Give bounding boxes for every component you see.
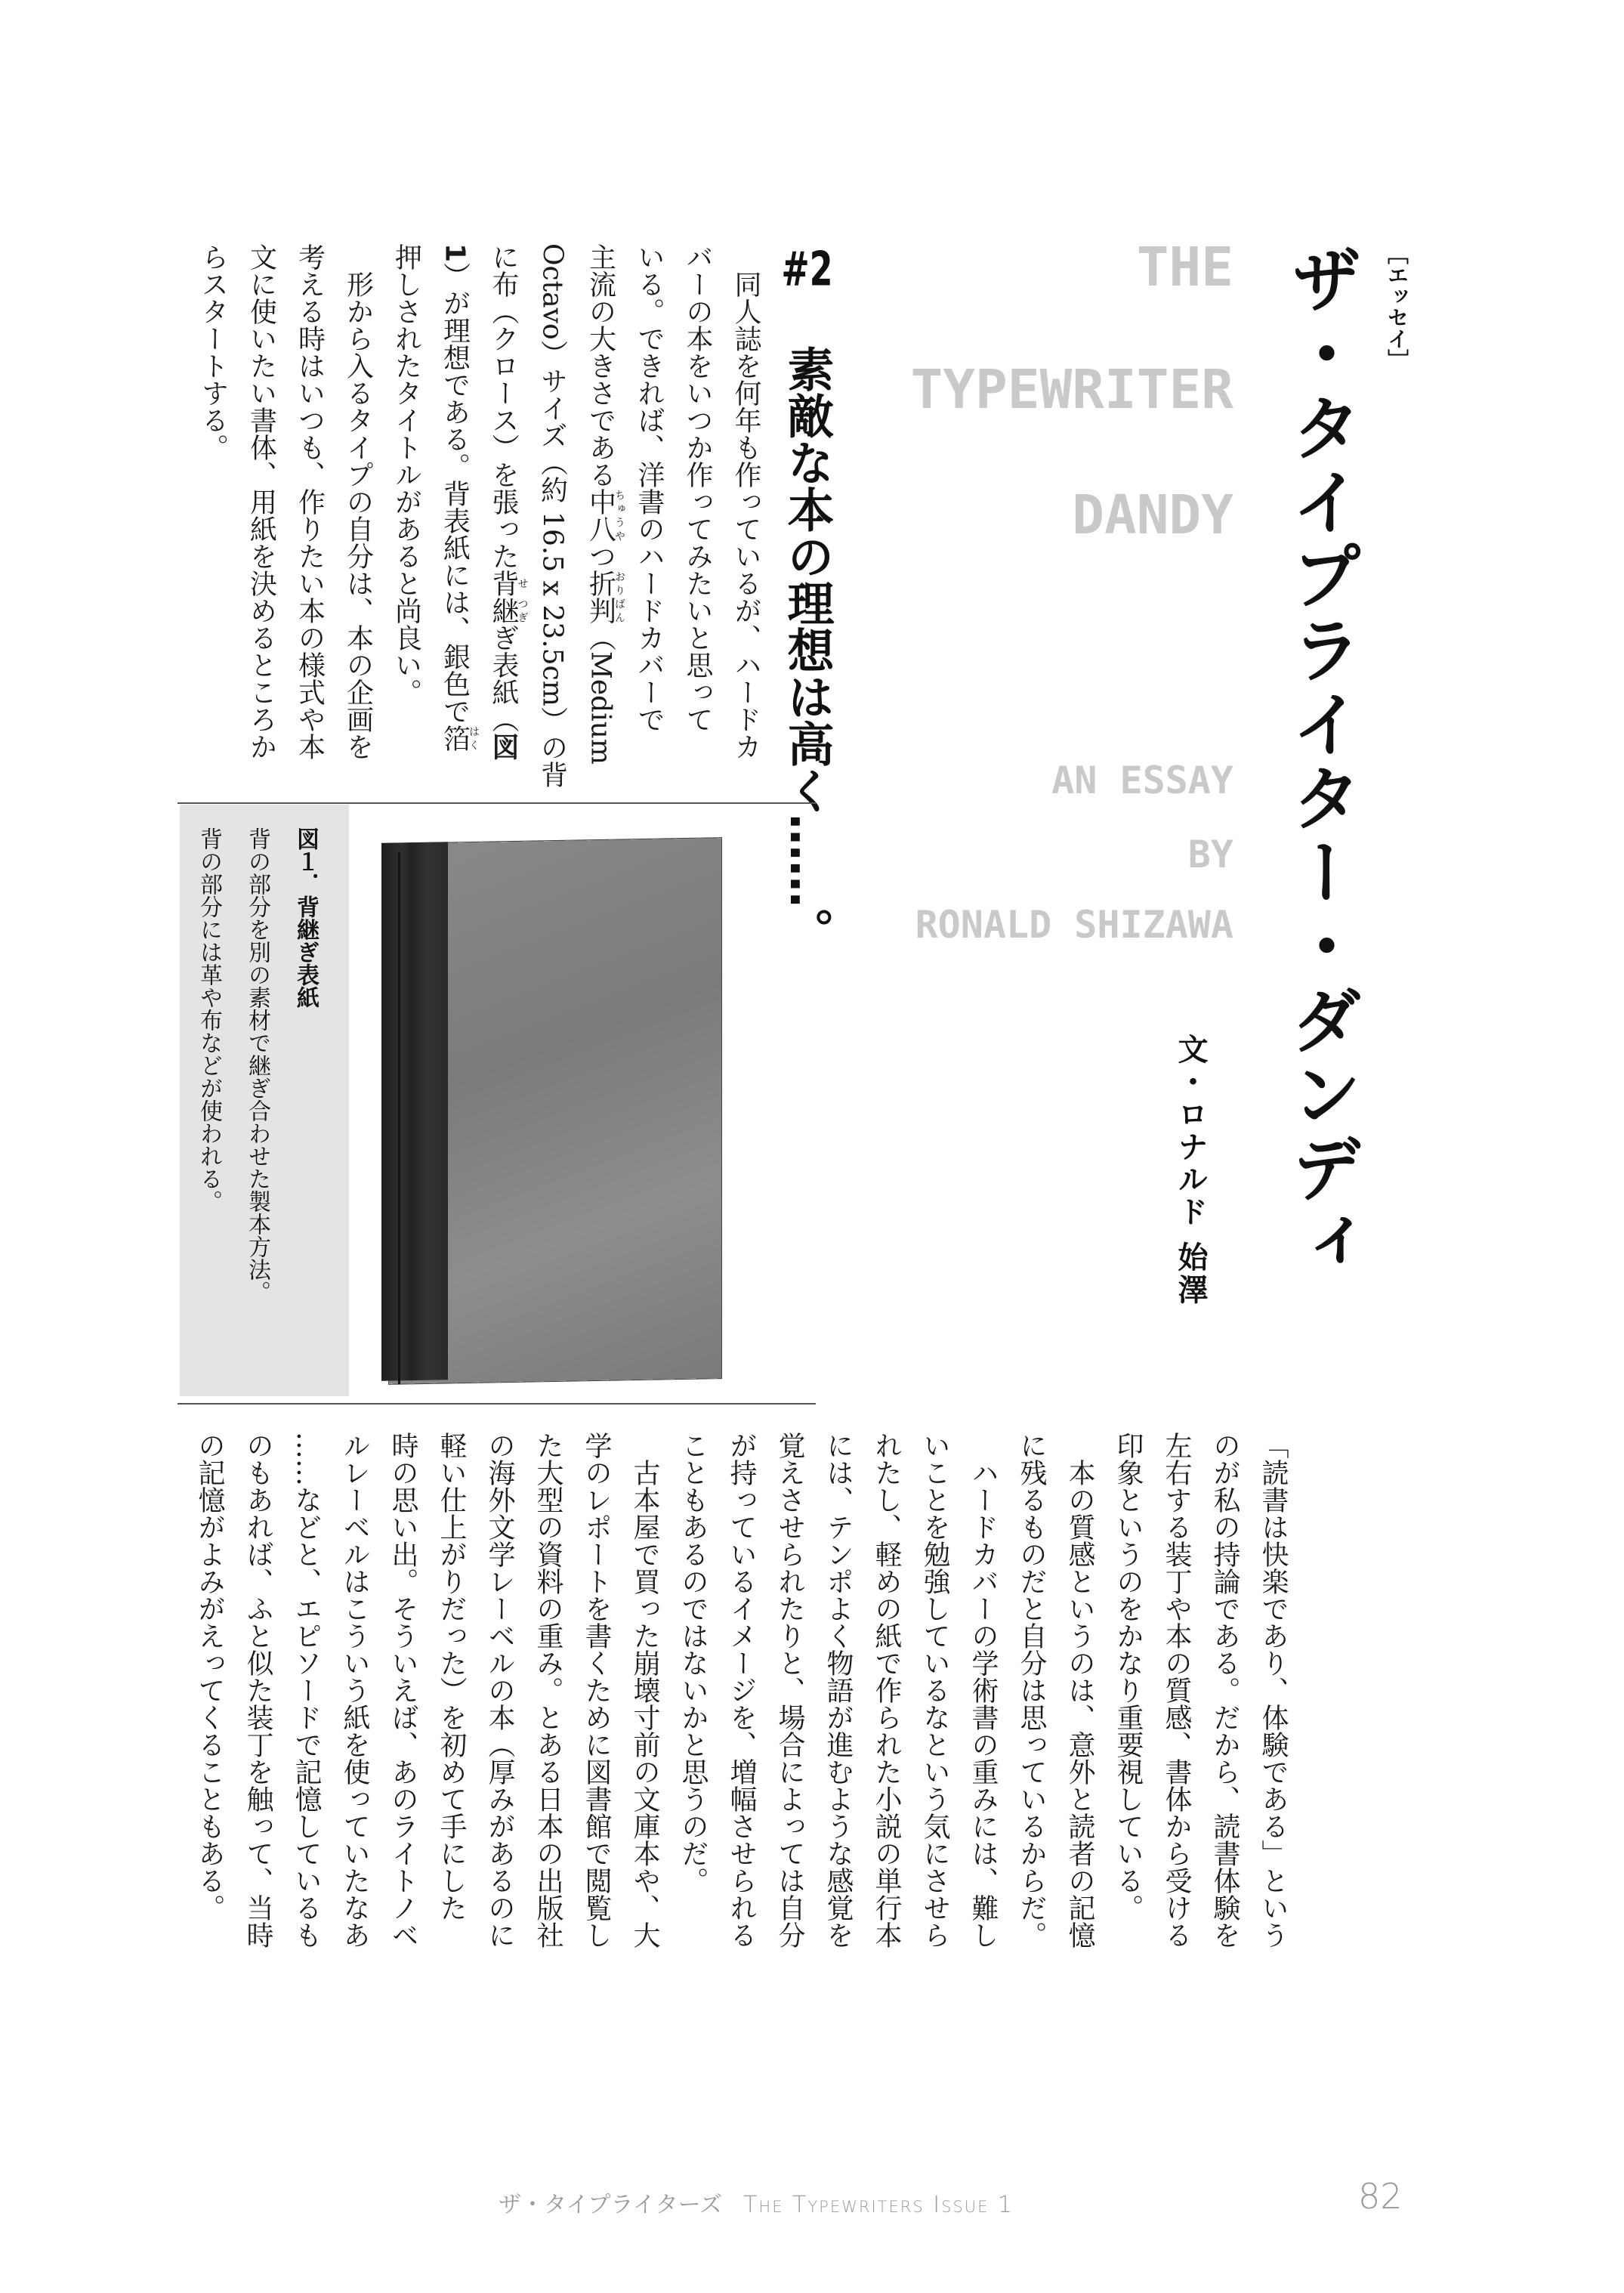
text-run: Octavo）サイズ（約 16.5 x 23.5cm）の背 bbox=[536, 243, 568, 788]
ruby-base: 背 bbox=[488, 570, 519, 597]
section-number: #2 bbox=[781, 246, 833, 292]
text-run: つ bbox=[585, 542, 616, 570]
text-line bbox=[959, 1432, 1007, 1988]
english-title-line: TYPEWRITER bbox=[910, 358, 1233, 421]
text-run: ぎ表紙（ bbox=[488, 624, 519, 733]
text-line bbox=[523, 1432, 572, 1961]
figure-caption-line: 背の部分を別の素材で継ぎ合わせた製本方法。 bbox=[244, 827, 270, 1303]
text-run: らスタートする。 bbox=[197, 243, 229, 461]
text-run: が持っているイメージを、増幅させられる bbox=[726, 1432, 757, 1948]
text-run: 文に使いたい書体、用紙を決めるところか bbox=[245, 243, 277, 760]
section-heading bbox=[780, 246, 833, 954]
text-run: 主流の大きさである bbox=[585, 243, 616, 488]
figure-caption-line: 背の部分には革や布などが使われる。 bbox=[196, 827, 222, 1213]
text-line bbox=[1007, 1432, 1055, 1961]
page-number: 82 bbox=[1358, 2176, 1403, 2217]
text-run: の記憶がよみがえってくることもある。 bbox=[194, 1432, 225, 1921]
footer-magazine-en: The Typewriters Issue 1 bbox=[743, 2192, 1014, 2218]
ruby-reading: せ bbox=[516, 570, 529, 597]
ruby-base: 箔 bbox=[439, 725, 471, 752]
text-run: 古本屋で買った崩壊寸前の文庫本や、大 bbox=[629, 1459, 660, 1948]
text-line bbox=[528, 243, 576, 788]
book-photo bbox=[381, 835, 734, 1389]
ruby-base: 折判 bbox=[585, 570, 616, 624]
text-run: （Medium bbox=[585, 624, 616, 765]
text-run: 覚えさせられたりと、場合によっては自分 bbox=[774, 1432, 805, 1948]
bold-reference: 図 bbox=[488, 733, 519, 760]
text-line bbox=[1055, 1432, 1104, 1988]
text-run: ……などと、エピソードで記憶しているも bbox=[291, 1432, 322, 1948]
ruby-annotation bbox=[585, 488, 625, 542]
text-run: のが私の持論である。だから、読書体験を bbox=[1209, 1432, 1240, 1948]
author-byline: 文・ロナルド 始澤 bbox=[1173, 1034, 1208, 1306]
english-title-line: THE bbox=[1136, 236, 1233, 298]
text-run: れたし、軽めの紙で作られた小説の単行本 bbox=[871, 1432, 902, 1948]
english-subtitle-line: BY bbox=[1187, 833, 1233, 876]
text-run: に残るものだと自分は思っているからだ。 bbox=[1016, 1432, 1047, 1948]
text-run: 形から入るタイプの自分は、本の企画を bbox=[342, 270, 374, 760]
ruby-reading: はく bbox=[468, 725, 480, 752]
text-line bbox=[1249, 1432, 1297, 1961]
text-run: 同人誌を何年も作っているが、ハードカ bbox=[730, 270, 761, 760]
ruby-annotation bbox=[585, 570, 625, 624]
text-line bbox=[479, 243, 528, 772]
text-run: 軽い仕上がりだった）を初めて手にした bbox=[436, 1432, 467, 1921]
text-run: の海外文学レーベルの本（厚みがあるのに bbox=[484, 1432, 515, 1948]
divider-bottom bbox=[178, 1403, 816, 1405]
text-line bbox=[1200, 1432, 1249, 1961]
article-title: ザ・タイプライター・ダンディ bbox=[1279, 243, 1361, 1280]
text-line bbox=[237, 243, 286, 772]
lower-body-text bbox=[185, 1432, 1297, 1976]
text-run: た大型の資料の重み。とある日本の出版社 bbox=[533, 1432, 563, 1948]
text-run: ルレーベルはこういう紙を使っていたなあ bbox=[339, 1432, 370, 1948]
text-line bbox=[765, 1432, 814, 1961]
text-run: 印象というのをかなり重要視している。 bbox=[1113, 1432, 1144, 1921]
text-run: いる。できれば、洋書のハードカバーで bbox=[634, 243, 665, 733]
text-line bbox=[620, 1432, 668, 1988]
english-subtitle-line: RONALD SHIZAWA bbox=[915, 903, 1233, 947]
text-line bbox=[576, 243, 625, 772]
text-run: バーの本をいつか作ってみたいと思って bbox=[682, 243, 713, 733]
text-line bbox=[382, 243, 431, 772]
figure-caption-title: 図１．背継ぎ表紙 bbox=[292, 827, 319, 1009]
book-spine-hinge bbox=[398, 851, 400, 1384]
text-line bbox=[1104, 1432, 1152, 1961]
text-line bbox=[330, 1432, 378, 1961]
text-run: 本の質感というのは、意外と読者の記憶 bbox=[1064, 1459, 1095, 1948]
text-line bbox=[286, 243, 334, 772]
book-spine bbox=[381, 842, 448, 1381]
figure-caption-box bbox=[180, 805, 349, 1396]
text-line bbox=[862, 1432, 910, 1961]
figure-caption bbox=[184, 827, 329, 1303]
footer-magazine-jp: ザ・タイプライターズ bbox=[499, 2192, 723, 2218]
bold-reference: 1 bbox=[439, 243, 471, 263]
text-line bbox=[378, 1432, 427, 1961]
text-line bbox=[282, 1432, 330, 1961]
text-line bbox=[334, 243, 382, 799]
text-line bbox=[431, 243, 480, 772]
text-line bbox=[814, 1432, 862, 1961]
text-run: に布（クロース）を張った bbox=[488, 243, 519, 570]
text-run: ハードカバーの学術書の重みには、難し bbox=[968, 1459, 999, 1948]
text-line bbox=[717, 1432, 765, 1961]
text-run: 左右する装丁や本の質感、書体から受ける bbox=[1161, 1432, 1192, 1948]
ruby-base: 中八 bbox=[585, 488, 616, 542]
text-line bbox=[1152, 1432, 1200, 1961]
ruby-annotation bbox=[488, 597, 529, 624]
text-run: ）が理想である。背表紙には、銀色で bbox=[439, 262, 471, 725]
text-line bbox=[625, 243, 673, 772]
ruby-reading: ちゅうや bbox=[613, 488, 625, 542]
text-line bbox=[233, 1432, 282, 1961]
ruby-annotation bbox=[439, 725, 480, 752]
text-line bbox=[721, 243, 770, 799]
english-subtitle-line: AN ESSAY bbox=[1051, 759, 1233, 802]
ruby-reading: つぎ bbox=[516, 597, 529, 624]
text-line bbox=[185, 1432, 233, 1961]
text-run: のもあれば、ふと似た装丁を触って、当時 bbox=[242, 1432, 273, 1948]
text-run: 学のレポートを書くために図書館で閲覧し bbox=[581, 1432, 612, 1948]
upper-body-text bbox=[190, 243, 770, 787]
text-line bbox=[189, 243, 237, 772]
text-run: こともあるのではないかと思うのだ。 bbox=[678, 1432, 709, 1894]
text-line bbox=[572, 1432, 620, 1961]
text-run: 考える時はいつも、作りたい本の様式や本 bbox=[294, 243, 326, 760]
running-footer bbox=[499, 2186, 1014, 2219]
ruby-annotation bbox=[488, 570, 529, 597]
text-line bbox=[427, 1432, 475, 1961]
essay-label: ［エッセイ］ bbox=[1385, 243, 1409, 370]
text-run: 「読書は快楽であり、体験である」という bbox=[1258, 1432, 1289, 1948]
text-run: 押しされたタイトルがあると尚良い。 bbox=[391, 243, 422, 706]
text-run: いことを勉強しているなという気にさせら bbox=[919, 1432, 950, 1948]
text-run: には、テンポよく物語が進むような感覚を bbox=[823, 1432, 854, 1948]
text-line bbox=[673, 243, 721, 772]
text-run: 時の思い出。そういえば、あのライトノベ bbox=[387, 1432, 418, 1948]
divider-top bbox=[178, 802, 816, 804]
english-title-line: DANDY bbox=[1072, 484, 1233, 546]
text-line bbox=[910, 1432, 959, 1961]
ruby-base: 継 bbox=[488, 597, 519, 624]
text-line bbox=[475, 1432, 523, 1961]
ruby-reading: おりばん bbox=[613, 570, 625, 624]
section-heading-text: 素敵な本の理想は高く……。 bbox=[780, 345, 835, 954]
text-line bbox=[668, 1432, 717, 1961]
